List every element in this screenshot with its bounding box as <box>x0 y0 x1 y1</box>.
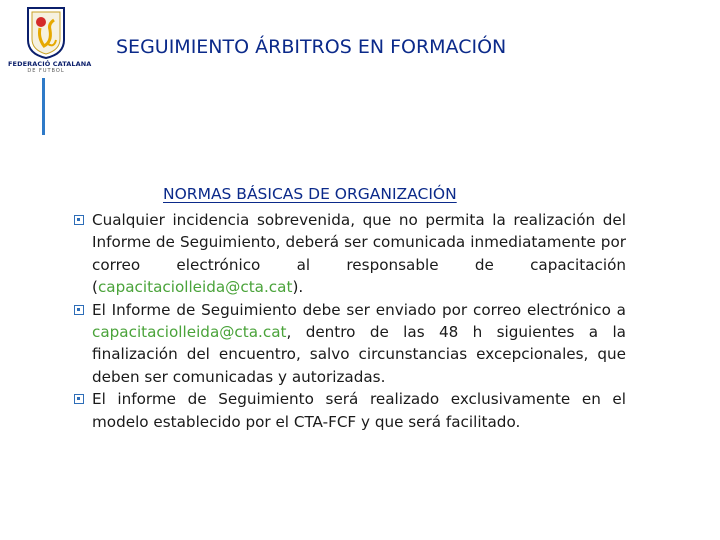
page-title: SEGUIMIENTO ÁRBITROS EN FORMACIÓN <box>116 36 507 58</box>
rule-item <box>74 388 626 433</box>
rule-item <box>74 299 626 389</box>
checkbox-bullet-icon <box>74 215 84 225</box>
fcf-crest-icon <box>8 4 84 60</box>
rule-text-end: ). <box>292 278 304 297</box>
rule-item <box>74 209 626 299</box>
section-heading: NORMAS BÁSICAS DE ORGANIZACIÓN <box>163 185 457 203</box>
email-link[interactable]: capacitaciolleida@cta.cat <box>97 278 293 297</box>
rule-text: Cualquier incidencia sobrevenida, que no permita la realización del Informe de Seguimiento, deberá ser comunicada inmediatamente por correo electrónico al responsable de capacitación ( <box>92 211 626 297</box>
rule-text-end: , dentro de las 48 h siguientes a la finalización del encuentro, salvo circunstancias excepcionales, que deben ser comunicadas y autorizadas. <box>92 323 626 386</box>
logo-subname: DE FUTBOL <box>27 68 65 74</box>
checkbox-bullet-icon <box>74 394 84 404</box>
rules-list <box>74 209 626 433</box>
checkbox-bullet-icon <box>74 305 84 315</box>
rule-text: El Informe de Seguimiento debe ser enviado por correo electrónico a <box>92 300 626 319</box>
rule-text: El informe de Seguimiento será realizado exclusivamente en el modelo establecido por el CTA-FCF y que será facilitado. <box>92 390 626 431</box>
fcf-logo <box>8 4 92 76</box>
email-link[interactable]: capacitaciolleida@cta.cat <box>92 323 287 342</box>
accent-bar <box>42 78 45 135</box>
logo-name: FEDERACIÓ CATALANA <box>8 60 92 68</box>
